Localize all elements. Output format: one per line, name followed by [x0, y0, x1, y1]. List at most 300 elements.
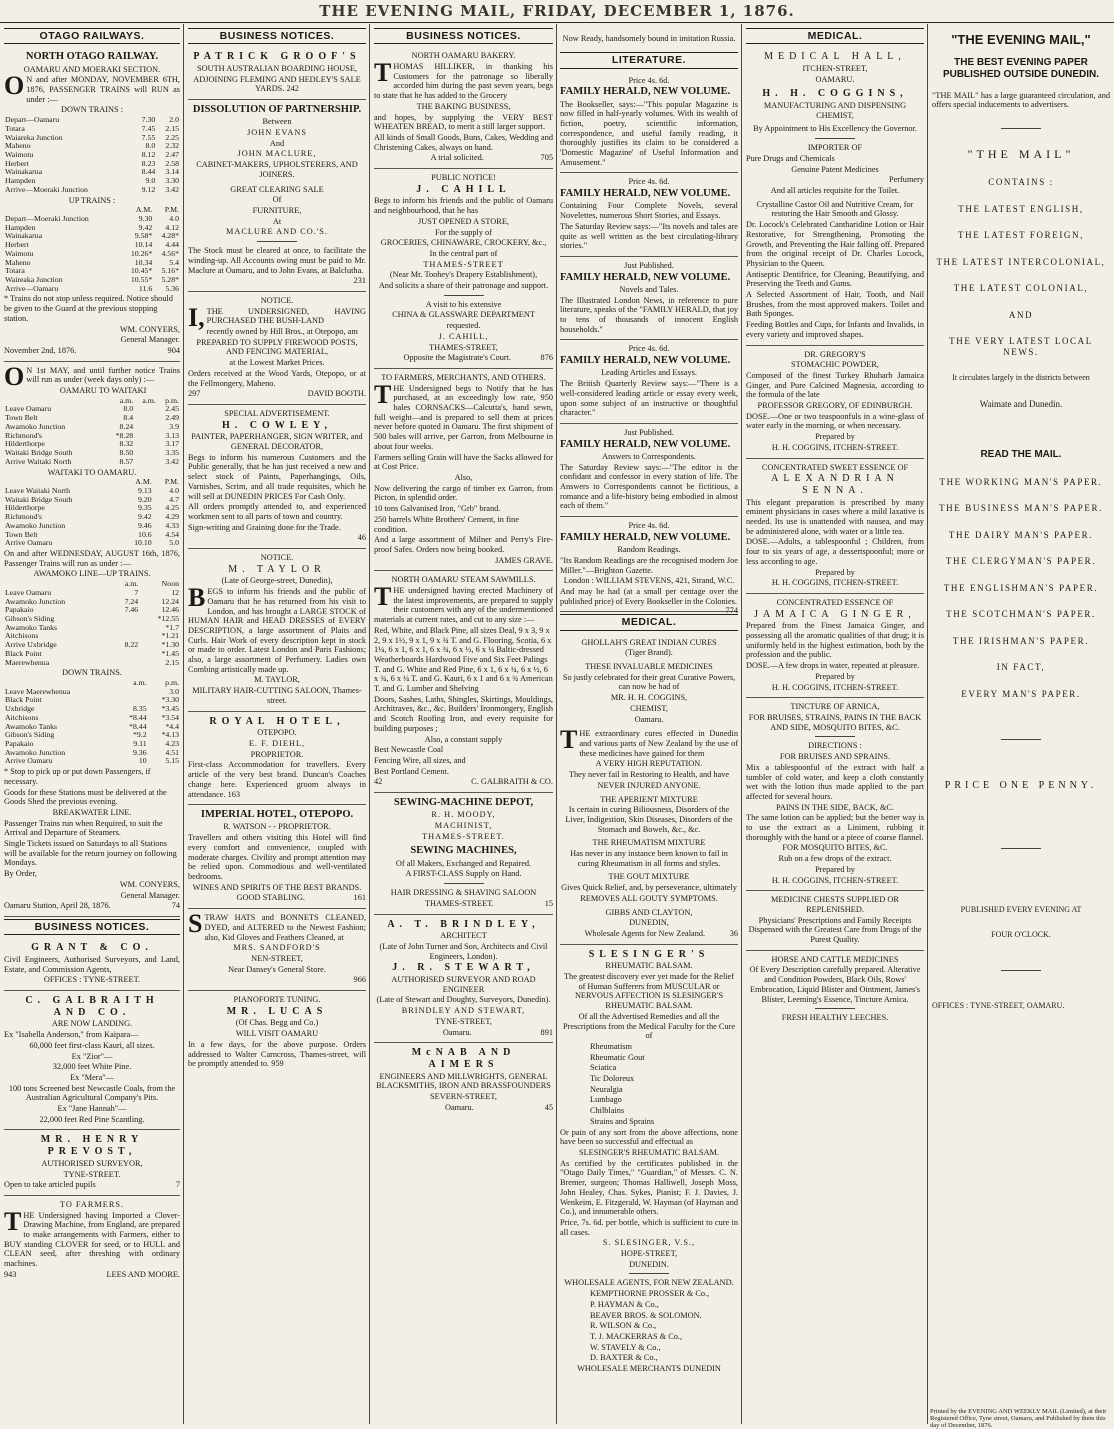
ad-number: 774 [725, 606, 738, 616]
paper-item: THE BUSINESS MAN'S PAPER. [939, 503, 1103, 514]
ad-line: At [272, 216, 282, 226]
ad-line: CONCENTRATED SWEET ESSENCE OF [761, 462, 909, 472]
short-rule [1001, 848, 1041, 849]
timetable-down [4, 116, 180, 194]
ad-line [374, 353, 553, 363]
ad-title: H. H. COGGINS, [762, 88, 908, 100]
ad-line: E. F. DIEHL, [248, 738, 306, 748]
timetable-cell: 2.49 [165, 413, 179, 423]
ad-sub: RHEUMATIC BALSAM. [605, 961, 693, 971]
timetable-cell: 8.23 [141, 158, 156, 168]
ad-sub: MANUFACTURING AND DISPENSING CHEMIST, [763, 101, 907, 120]
timetable-cell: 9.36 [132, 747, 147, 757]
timetable-cell: 10.26* [130, 248, 153, 258]
section-heading: BUSINESS NOTICES. [374, 28, 553, 44]
prevost-ad [4, 1130, 180, 1195]
ailment-item: Lumbago [590, 1095, 622, 1105]
timetable-cell: 8.57 [119, 456, 134, 466]
timetable-up [4, 206, 180, 293]
ad-line: 60,000 feet first-class Kauri, all sizes. [29, 1040, 155, 1050]
timetable-cell: Black Point [5, 695, 42, 705]
latest-item: THE LATEST FOREIGN, [958, 230, 1084, 241]
timetable-cell: 2.0 [169, 115, 179, 125]
short-rule [815, 1008, 855, 1009]
timetable-cell: 2.32 [165, 141, 179, 151]
timetable-cell: 2.58 [165, 158, 179, 168]
timetable-cell: 4.33 [165, 520, 179, 530]
ad-text: Sign-writing and Graining done for the Trade. [188, 522, 341, 532]
ad-text: The same lotion can be applied; but the better way is to use the extract as a Liniment, rubbing it thoroughly with the hand or a piece of coarse flannel. [746, 813, 924, 842]
ad-line [374, 777, 553, 787]
timetable-cell: 4.25 [165, 503, 179, 513]
ad-text: THOMAS HILLIKER, in thanking his Customers for the patronage so liberally accorded him during the past seven years, begs to state that he has added to the Grocery [374, 57, 553, 101]
farmers-ad [4, 1196, 180, 1285]
ad-line: Ex "Zior"— [71, 1051, 113, 1061]
ad-number: 297 [188, 389, 201, 399]
ad-head: PUBLIC NOTICE! [431, 173, 496, 183]
signature-role: MILITARY HAIR-CUTTING SALOON, Thames-street. [192, 686, 362, 705]
ad-text: Physicians' Prescriptions and Family Receipts Dispensed with the Greatest Care from Drugs of the Purest Quality. [748, 915, 922, 945]
sandford-ad [188, 909, 366, 991]
timetable-cell [134, 423, 157, 432]
timetable-cell: 8.50 [119, 448, 134, 458]
ad-line: FOR MOSQUITO BITES, &C. [782, 843, 888, 853]
mail-four: FOUR O'CLOCK. [991, 930, 1051, 940]
ad-title: SEWING-MACHINE DEPOT, [393, 797, 534, 809]
timetable-cell: A.M. [135, 205, 153, 215]
ad-number: 74 [171, 901, 180, 911]
ad-price: Just Published. [624, 260, 674, 270]
timetable-cell: 9.42 [138, 222, 153, 232]
ad-line: THE APERIENT MIXTURE [600, 794, 698, 804]
latest-item: THE LATEST COLONIAL, [953, 283, 1089, 294]
ailment-item: Rheumatic Gout [590, 1052, 645, 1062]
timetable-cell: 3.17 [165, 439, 179, 449]
ad-sub: Random Readings. [617, 545, 681, 555]
ad-head: NOTICE. [260, 553, 294, 563]
timetable-cell: 12 [171, 587, 179, 597]
ad-line: Genuine Patent Medicines [791, 164, 879, 174]
notice-text: On and after WEDNESDAY, AUGUST 16th, 1876, Passenger Trains will run as under :— [4, 548, 180, 568]
timetable-cell: 4.23 [165, 739, 179, 748]
timetable-cell: 3.0 [169, 686, 179, 696]
ad-line [374, 899, 553, 909]
timetable-cell: 2.15 [165, 657, 179, 667]
timetable-cell: 8.32 [119, 439, 134, 449]
ad-line [4, 1180, 180, 1190]
timetable-cell: *8.44 [129, 712, 147, 722]
ad-text: DOSE.—Adults, a tablespoonful ; Children, from four to six years of age, a dessertspoonful; more or less according to age. [746, 537, 924, 566]
ad-line: Of [272, 195, 282, 205]
timetable-cell: 8.12 [141, 149, 156, 159]
mcnab-ad [374, 1043, 553, 1117]
timetable-cell: 9.30 [138, 213, 153, 223]
timetable-cell: 2.47 [165, 149, 179, 159]
ad-line: DUNEDIN. [629, 1259, 669, 1269]
timetable-awamoko-up [4, 580, 180, 667]
ad-line: So justly celebrated for their great Curative Powers, can now be had of [562, 672, 736, 692]
timetable-cell [134, 440, 157, 449]
ad-text-body: And may be had (at a small per centage over the published price) of Every Bookseller in the Colonies. [560, 586, 738, 606]
ad-line: SLESINGER'S RHEUMATIC BALSAM. [578, 1148, 720, 1157]
agent-item: T. J. MACKERRAS & Co., [590, 1331, 683, 1341]
ad-line: Oamaru. [634, 714, 664, 724]
latest-item: THE LATEST ENGLISH, [958, 203, 1084, 214]
date [4, 901, 180, 911]
ad-title: McNAB AND AIMERS [411, 1047, 516, 1070]
ad-line: Between [262, 117, 292, 127]
family-herald-ad-5 [560, 424, 738, 517]
timetable-cell: Awamoko Junction [5, 747, 66, 757]
timetable-cell: Noon [161, 579, 179, 589]
ad-list: Doors, Sashes, Laths, Shingles, Skirtings, Mouldings, Architraves, &c., &c. Builders' Ironmongery, English and Scotch Roofing Iron, and every requisite for building purposes ; [374, 694, 553, 733]
ad-title: DR. GREGORY'S [804, 349, 866, 359]
timetable-cell: 4.28* [161, 231, 179, 241]
ad-sub: ARE NOW LANDING. [51, 1019, 133, 1029]
mail-price: PRICE ONE PENNY. [944, 780, 1098, 792]
table-caption: WAITAKI TO OAMARU. [47, 467, 137, 477]
ad-text [188, 1040, 366, 1069]
ad-line: 100 tons Screened best Newcastle Coals, from the Australian Agricultural Company's Pits. [8, 1083, 176, 1103]
section-heading: LITERATURE. [560, 52, 738, 68]
ad-line: FRESH HEALTHY LEECHES. [781, 1013, 889, 1023]
ad-line: requested. [446, 321, 481, 331]
ad-line: CHEMIST, [630, 703, 668, 713]
timetable-cell: Wainakarua [5, 167, 43, 177]
ad-line: GROCERIES, CHINAWARE, CROCKERY, &c., [380, 238, 547, 248]
timetable-row [4, 259, 180, 268]
ad-title: FAMILY HERALD, NEW VOLUME. [560, 438, 731, 450]
mail-title-2: "THE MAIL" [967, 146, 1075, 161]
ad-text: Containing Four Complete Novels, several Novelettes, numerous Short Stories, and Essays. [560, 201, 738, 221]
timetable-cell: 4.7 [169, 494, 179, 504]
ad-number: 7 [175, 1180, 180, 1190]
ad-address: OFFICES : TYNE-STREET. [43, 975, 141, 985]
ad-sub: AUTHORISED SURVEYOR AND ROAD ENGINEER [391, 975, 536, 994]
ad-line: 10 tons Galvanised Iron, "Grb" brand. [374, 504, 501, 514]
timetable-cell: 9.35 [138, 503, 152, 513]
ad-line [374, 1103, 553, 1113]
ad-line: Of all Makers, Exchanged and Repaired. [395, 858, 532, 868]
timetable-cell: 3.42 [165, 456, 179, 466]
timetable-cell: 9.13 [138, 485, 152, 495]
ad-head: NOTICE. [260, 295, 294, 305]
timetable-cell: Richmond's [5, 430, 42, 440]
ad-number: 46 [357, 533, 366, 543]
ad-line: THE RHEUMATISM MIXTURE [592, 838, 706, 848]
dissolution-ad [188, 100, 366, 292]
latest-list [932, 204, 1110, 294]
timetable-cell: *3.54 [161, 712, 179, 722]
timetable-cell: 12.46 [161, 605, 179, 615]
ad-text: The Stock must be cleared at once, to facilitate the winding-up. All Accounts owing must be paid to Mr. Maclure at Oamaru, and to John Evans, at Balclutha. [188, 246, 366, 275]
ad-price: Price 4s. 6d. [628, 521, 670, 531]
timetable-cell: Waitaki Bridge South [5, 448, 73, 458]
ailment-item: Neuralgia [590, 1084, 623, 1094]
ad-line: REMOVES ALL GOUTY SYMPTOMS. [580, 893, 718, 903]
timetable-cell: 11.6 [138, 283, 153, 293]
brindley-ad [374, 915, 553, 1044]
timetable-cell: 2.25 [165, 132, 179, 142]
ad-text: The Bookseller, says:—"This popular Magazine is now filled in half-yearly volumes. With its wealth of fiction, poetry, scientific information, correspondence, and useful family reading, it thoroughly justifies its claim to be considered a 'Domestic Magazine' of Useful Information and Amusement." [560, 99, 738, 167]
timetable-cell: 7.55 [141, 132, 156, 142]
ad-line: Also, [454, 472, 473, 482]
ad-title: FAMILY HERALD, NEW VOLUME. [560, 531, 731, 543]
ailment-list [560, 1042, 738, 1127]
ad-line: PREPARED TO SUPPLY FIREWOOD POSTS, AND FENCING MATERIAL, [196, 337, 358, 357]
senna-ad [746, 459, 924, 594]
timetable-cell: 9.11 [133, 739, 147, 748]
ad-price: Just Published. [624, 427, 674, 437]
table-caption: UP TRAINS : [68, 195, 116, 205]
timetable-cell: *1.45 [161, 648, 179, 658]
timetable-cell: 3.42 [165, 184, 179, 194]
timetable-cell: Arrive Oamaru [5, 538, 53, 548]
waitaki-notice [4, 362, 180, 917]
ad-line [374, 153, 553, 163]
timetable-cell: 9.0 [145, 176, 156, 186]
breakwater-title: BREAKWATER LINE. [52, 807, 132, 817]
ad-text: The Saturday Review says:—"Its novels and tales are quite as well written as the best circulating-library stories." [560, 221, 738, 251]
ad-sub: (Tiger Brand). [625, 648, 673, 658]
timetable-cell: 10.45* [130, 266, 153, 276]
timetable-cell: a.m. [142, 395, 156, 405]
timetable-cell: Leave Oamaru [5, 587, 52, 597]
ad-sub: AUTHORISED SURVEYOR, [41, 1158, 143, 1168]
ad-line: A FIRST-CLASS Supply on Hand. [405, 869, 522, 879]
ad-line-text: THAMES-STREET. [424, 898, 494, 908]
ailment-item: Rheumatism [590, 1041, 632, 1051]
ad-line: THAMES-STREET, [429, 342, 498, 352]
ad-sub: PAINTER, PAPERHANGER, SIGN WRITER, and GENERAL DECORATOR, [191, 432, 363, 452]
timetable-cell: 8.35 [132, 704, 147, 714]
ad-text: Crystalline Castor Oil and Nutritive Cream, for restoring the Hair Smooth and Glossy. [756, 199, 914, 219]
signature: WM. CONYERS, [119, 324, 180, 334]
ad-line: ITCHEN-STREET, [802, 63, 868, 73]
ad-title: SLESINGER'S [588, 948, 710, 960]
column-5 [746, 26, 924, 1422]
grave-ad [374, 369, 553, 571]
signature: WM. CONYERS, [119, 879, 180, 889]
ad-number: 163 [227, 789, 241, 799]
timetable-cell: 2.45 [165, 404, 179, 414]
mail-every: EVERY MAN'S PAPER. [961, 688, 1081, 699]
mail-circ: It circulates largely in the districts between [952, 373, 1090, 383]
timetable-cell: 10.6 [138, 529, 152, 539]
agent-item: P. HAYMAN & Co., [590, 1299, 659, 1309]
ad-line: Prepared by [815, 671, 855, 681]
ad-number: 966 [353, 975, 366, 985]
short-rule [1001, 128, 1041, 129]
ad-line: THAMES-STREET [423, 259, 504, 269]
signature: M. TAYLOR, [254, 675, 300, 685]
ad-text: Prepared from the Finest Jamaica Ginger, and possessing all the aromatic qualities of that drug; it is uniformly held in the highest estimation, both by the profession and the public. [746, 621, 924, 660]
ad-price: Price 4s. 6d. [628, 177, 670, 187]
ad-number: 231 [353, 276, 366, 286]
ad-line: SEVERN-STREET, [430, 1092, 497, 1102]
ad-number: 42 [374, 777, 383, 787]
ad-line: WHOLESALE MERCHANTS DUNEDIN [577, 1364, 721, 1374]
ad-line: FOR BRUISES AND SPRAINS. [779, 752, 891, 762]
timetable-cell: Hilderthorpe [5, 503, 45, 513]
royal-hotel-ad [188, 712, 366, 806]
ad-number: 904 [167, 345, 180, 355]
lucas-ad [188, 991, 366, 1074]
ad-title: ALEXANDRIAN SENNA. [771, 473, 899, 496]
stop-note: * Stop to pick up or put down Passengers, if necessary. [4, 767, 151, 786]
ad-sub: ARCHITECT [440, 931, 487, 941]
timetable-cell: P.M. [164, 477, 179, 487]
ad-title: TO FARMERS, MERCHANTS, AND OTHERS. [381, 372, 546, 382]
ad-title: MR. LUCAS [226, 1005, 328, 1017]
ad-line: NEN-STREET, [251, 953, 303, 963]
mail-local: THE VERY LATEST LOCAL NEWS. [949, 336, 1093, 357]
timetable-cell: 7.24 [124, 596, 139, 606]
latest-item: THE LATEST INTERCOLONIAL, [936, 256, 1106, 267]
ad-line: Best Portland Cement. [374, 766, 449, 776]
timetable-cell: 4.51 [165, 747, 179, 757]
ad-text [560, 586, 738, 616]
ad-line: Perfumery [888, 175, 924, 185]
ad-title: ROYAL HOTEL, [209, 715, 345, 727]
paper-item: THE IRISHMAN'S PAPER. [952, 635, 1090, 646]
timetable-cell: Town Belt [5, 413, 38, 423]
ad-address-text: ADJOINING FLEMING AND HEDLEY'S SALE YARDS. [193, 74, 361, 94]
timetable-cell: 9.20 [138, 494, 152, 504]
cowley-ad [188, 405, 366, 549]
timetable-cell [134, 432, 157, 441]
ad-line: In the central part of [429, 248, 498, 258]
agent-item: BEAVER BROS. & SOLOMON. [590, 1310, 702, 1320]
ad-number: 876 [540, 353, 553, 363]
ad-line: IMPORTER OF [807, 143, 863, 153]
ad-line: MACLURE AND CO.'S. [225, 227, 328, 237]
ad-line: Fencing Wire, all sizes, and [374, 755, 466, 765]
timetable-cell: 7 [134, 587, 139, 597]
timetable-cell: Totara [5, 266, 25, 276]
ad-head: PIANOFORTE TUNING. [233, 995, 321, 1005]
signature: JAMES GRAVE. [495, 555, 553, 565]
printer-imprint: Printed by the EVENING AND WEEKLY MAIL (Limited), at their Registered Office, Tyne street, Oamaru, and Published by them this day of December, 1876. [930, 1408, 1107, 1429]
cahill-ad [374, 169, 553, 369]
ad-text: Mix a tablespoonful of the extract with half a tumbler of cold water, and keep a cloth constantly wet with the lotion thus made applied to the part affected for several hours. [746, 762, 924, 801]
ad-line: at the Lowest Market Prices. [229, 358, 325, 368]
timetable-cell: Gibson's Siding [5, 613, 55, 623]
ad-title: FAMILY HERALD, NEW VOLUME. [560, 271, 731, 283]
signature-role: General Manager. [120, 335, 180, 345]
ad-line: HAIR DRESSING & SHAVING SALOON [390, 888, 537, 898]
ad-text: Feeding Bottles and Cups, for Infants and Invalids, in every variety and improved shapes. [746, 320, 924, 339]
ad-line: Prepared by [815, 432, 855, 442]
timetable-cell: Leave Maerewhenua [5, 686, 71, 696]
timetable-row [4, 659, 180, 668]
timetable-cell: 9.58* [134, 231, 153, 241]
ad-line: Ex "Jane Hannah"— [57, 1104, 127, 1114]
timetable-cell: *3.45 [161, 704, 179, 714]
ad-sub: Novels and Tales. [619, 284, 679, 294]
signature: H. H. COGGINS, ITCHEN-STREET. [771, 875, 899, 885]
timetable-cell: Papakaio [5, 605, 34, 615]
table-caption: OAMARU TO WAITAKI [59, 386, 147, 396]
ad-line: Pure Drugs and Chemicals [746, 153, 835, 163]
timetable-cell: Aitchisons [5, 631, 39, 641]
timetable-cell: 5.4 [169, 257, 179, 267]
timetable-cell: *1.30 [161, 640, 179, 650]
timetable-cell: Totara [5, 123, 25, 133]
ad-line: And all articles requisite for the Toilet. [770, 185, 900, 195]
signature: H. H. COGGINS, ITCHEN-STREET. [771, 682, 899, 692]
ad-line: PAINS IN THE SIDE, BACK, &C. [775, 802, 894, 812]
ad-price: Price 4s. 6d. [628, 75, 670, 85]
ad-line [188, 389, 366, 399]
ad-line: FURNITURE, [252, 205, 302, 215]
ad-line: Orders received at the Wood Yards, Otepopo, or at the Fellmongery, Maheno. [188, 368, 366, 388]
timetable-cell: 5.16* [161, 266, 179, 276]
mail-text: "THE MAIL" has a large guaranteed circulation, and offers special inducements to advertisers. [932, 90, 1110, 110]
ad-line: JUST OPENED A STORE, [418, 216, 509, 226]
ad-line: CONCENTRATED ESSENCE OF [776, 597, 894, 607]
goods-note: Goods for these Stations must be delivered at the Goods Shed the previous evening. [4, 787, 167, 807]
ad-title: IMPERIAL HOTEL, OTEPOPO. [200, 809, 354, 821]
ad-title: HORSE AND CATTLE MEDICINES [771, 954, 899, 964]
ad-address: TYNE-STREET. [63, 1169, 121, 1179]
ad-price: Price 4s. 6d. [628, 344, 670, 354]
timetable-cell: *12.55 [157, 613, 179, 623]
timetable-cell: 8.4 [123, 413, 134, 423]
timetable-cell: Gibson's Siding [5, 730, 55, 740]
ailment-item: Chilblains [590, 1106, 625, 1116]
agent-item: KEMPTHORNE PROSSER & Co., [590, 1289, 710, 1299]
timetable-cell: Herbert [5, 240, 29, 250]
timetable-cell: Depart—Moeraki Junction [5, 213, 89, 223]
imperial-hotel-ad [188, 805, 366, 909]
ad-sub: (Late of George-street, Dunedin), [221, 576, 333, 586]
column-1 [4, 26, 180, 1422]
timetable-cell: Awamoko Junction [5, 596, 66, 606]
timetable-cell: 4.12 [165, 222, 179, 232]
ad-text: "Its Random Readings are the recognised modern Joe Miller."—Brighton Gazette. [560, 555, 738, 575]
ad-text: Is certain in curing Biliousness, Disorders of the Liver, Indigestion, Skin Diseases, Disorders of the Stomach and Bowels, &c., &c. [565, 805, 733, 834]
ad-line: SEWING MACHINES, [410, 845, 517, 857]
chests-ad [746, 891, 924, 951]
family-herald-ad-3 [560, 257, 738, 341]
timetable-cell: 3.13 [165, 430, 179, 440]
timetable-cell: 8.22 [124, 640, 139, 650]
ad-number: 161 [353, 893, 366, 903]
timetable-cell: Waimotu [5, 248, 34, 258]
ad-line: A VERY HIGH REPUTATION. [595, 759, 703, 769]
timetable-cell: 5.0 [169, 538, 179, 548]
timetable-cell [115, 688, 147, 697]
timetable-cell: Uxbridge [5, 704, 35, 714]
timetable-cell: 4.44 [165, 240, 179, 250]
short-rule [815, 138, 855, 139]
short-rule [1001, 739, 1041, 740]
timetable-cell: Wainakarua [5, 231, 43, 241]
ad-text: DOSE.—One or two teaspoonfuls in a wine-glass of water early in the morning, or when necessary. [746, 411, 924, 431]
timetable-cell: p.m. [165, 677, 179, 687]
ad-line: OAMARU. [815, 74, 855, 84]
agent-item: D. BAXTER & Co., [590, 1353, 658, 1363]
paper-item: THE CLERGYMAN'S PAPER. [945, 556, 1097, 567]
ad-text: Begs to inform his numerous Customers and the Public generally, that he has just received a new and select stock of Paints, Paperhangings, Oils, Varnishes, Scrim, and all trade requisites, which he will sell at DUNEDIN PRICES For Cash Only. [188, 452, 366, 501]
timetable-cell: p.m. [165, 395, 179, 405]
ad-text: The British Quarterly Review says:—"There is a well-considered leading article or essay every week, upon some subject of an instructive or thoughtful character." [560, 379, 738, 418]
ad-text: Begs to inform his friends and the public of Oamaru and neighbourhood, that he has [374, 196, 553, 216]
agent-item: W. STAVELY & Co., [590, 1342, 661, 1352]
ad-text-body: In a few days, for the above purpose. Orders addressed to Walter Carncross, Thames-street, will be promptly attended to. [188, 1039, 366, 1069]
paper-item: THE SCOTCHMAN'S PAPER. [946, 609, 1096, 620]
